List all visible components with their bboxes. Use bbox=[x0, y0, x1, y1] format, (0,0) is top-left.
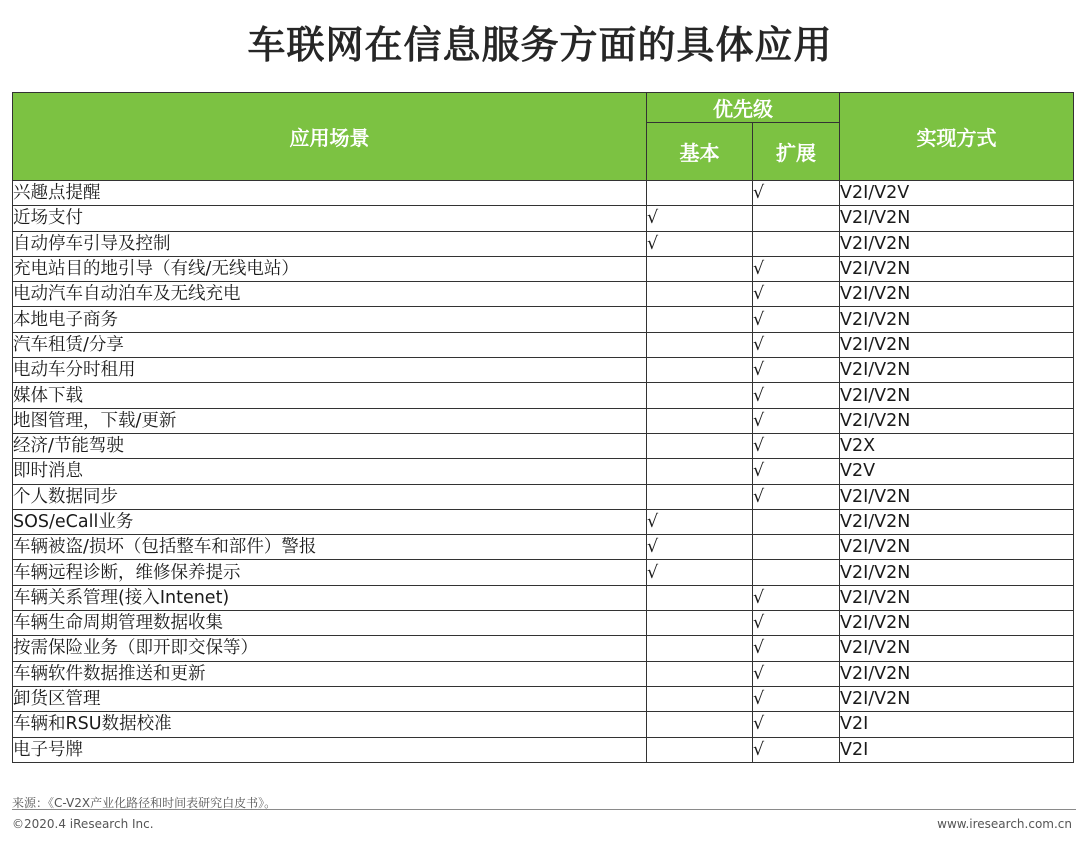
table-row bbox=[13, 181, 1074, 206]
header-basic: 基本 bbox=[647, 123, 753, 181]
table-row bbox=[13, 585, 1074, 610]
table-row bbox=[13, 433, 1074, 458]
scene-cell: 即时消息 bbox=[13, 459, 647, 484]
method-cell: V2I/V2N bbox=[840, 408, 1074, 433]
extended-priority-cell: √ bbox=[753, 181, 840, 206]
extended-priority-cell: √ bbox=[753, 737, 840, 762]
table-row bbox=[13, 737, 1074, 762]
method-cell: V2X bbox=[840, 433, 1074, 458]
table-row bbox=[13, 712, 1074, 737]
basic-priority-cell: √ bbox=[647, 206, 753, 231]
method-cell: V2I/V2N bbox=[840, 535, 1074, 560]
scene-cell: 自动停车引导及控制 bbox=[13, 231, 647, 256]
extended-priority-cell bbox=[753, 206, 840, 231]
scene-cell: SOS/eCall业务 bbox=[13, 509, 647, 534]
method-cell: V2I bbox=[840, 737, 1074, 762]
basic-priority-cell bbox=[647, 433, 753, 458]
scene-cell: 近场支付 bbox=[13, 206, 647, 231]
scene-cell: 汽车租赁/分享 bbox=[13, 332, 647, 357]
table-row bbox=[13, 459, 1074, 484]
method-cell: V2I/V2N bbox=[840, 661, 1074, 686]
method-cell: V2I/V2N bbox=[840, 383, 1074, 408]
table-row bbox=[13, 611, 1074, 636]
header-method: 实现方式 bbox=[840, 93, 1074, 181]
basic-priority-cell bbox=[647, 358, 753, 383]
extended-priority-cell: √ bbox=[753, 433, 840, 458]
method-cell: V2V bbox=[840, 459, 1074, 484]
extended-priority-cell: √ bbox=[753, 661, 840, 686]
basic-priority-cell bbox=[647, 585, 753, 610]
method-cell: V2I/V2N bbox=[840, 636, 1074, 661]
extended-priority-cell: √ bbox=[753, 611, 840, 636]
method-cell: V2I/V2N bbox=[840, 332, 1074, 357]
scene-cell: 个人数据同步 bbox=[13, 484, 647, 509]
method-cell: V2I/V2V bbox=[840, 181, 1074, 206]
basic-priority-cell bbox=[647, 636, 753, 661]
extended-priority-cell bbox=[753, 535, 840, 560]
basic-priority-cell bbox=[647, 408, 753, 433]
basic-priority-cell bbox=[647, 256, 753, 281]
basic-priority-cell: √ bbox=[647, 231, 753, 256]
method-cell: V2I/V2N bbox=[840, 282, 1074, 307]
scene-cell: 地图管理，下载/更新 bbox=[13, 408, 647, 433]
header-extended: 扩展 bbox=[753, 123, 840, 181]
extended-priority-cell: √ bbox=[753, 636, 840, 661]
header-scene: 应用场景 bbox=[13, 93, 647, 181]
basic-priority-cell bbox=[647, 737, 753, 762]
basic-priority-cell bbox=[647, 307, 753, 332]
scene-cell: 本地电子商务 bbox=[13, 307, 647, 332]
basic-priority-cell bbox=[647, 459, 753, 484]
method-cell: V2I/V2N bbox=[840, 358, 1074, 383]
extended-priority-cell: √ bbox=[753, 585, 840, 610]
method-cell: V2I/V2N bbox=[840, 256, 1074, 281]
basic-priority-cell: √ bbox=[647, 535, 753, 560]
extended-priority-cell: √ bbox=[753, 408, 840, 433]
extended-priority-cell bbox=[753, 231, 840, 256]
basic-priority-cell bbox=[647, 484, 753, 509]
extended-priority-cell: √ bbox=[753, 383, 840, 408]
extended-priority-cell: √ bbox=[753, 358, 840, 383]
basic-priority-cell bbox=[647, 712, 753, 737]
method-cell: V2I/V2N bbox=[840, 484, 1074, 509]
basic-priority-cell bbox=[647, 181, 753, 206]
method-cell: V2I/V2N bbox=[840, 585, 1074, 610]
table-row bbox=[13, 408, 1074, 433]
scene-cell: 电动汽车自动泊车及无线充电 bbox=[13, 282, 647, 307]
extended-priority-cell bbox=[753, 509, 840, 534]
header-priority: 优先级 bbox=[647, 93, 840, 123]
method-cell: V2I/V2N bbox=[840, 231, 1074, 256]
basic-priority-cell: √ bbox=[647, 509, 753, 534]
scene-cell: 车辆软件数据推送和更新 bbox=[13, 661, 647, 686]
basic-priority-cell bbox=[647, 282, 753, 307]
table-row bbox=[13, 332, 1074, 357]
scene-cell: 车辆关系管理(接入Intenet) bbox=[13, 585, 647, 610]
table-row bbox=[13, 560, 1074, 585]
method-cell: V2I/V2N bbox=[840, 206, 1074, 231]
page-title: 车联网在信息服务方面的具体应用 bbox=[247, 23, 833, 67]
applications-table bbox=[12, 92, 1074, 763]
method-cell: V2I/V2N bbox=[840, 307, 1074, 332]
basic-priority-cell bbox=[647, 611, 753, 636]
scene-cell: 电子号牌 bbox=[13, 737, 647, 762]
scene-cell: 电动车分时租用 bbox=[13, 358, 647, 383]
scene-cell: 兴趣点提醒 bbox=[13, 181, 647, 206]
extended-priority-cell: √ bbox=[753, 484, 840, 509]
scene-cell: 媒体下载 bbox=[13, 383, 647, 408]
scene-cell: 车辆远程诊断，维修保养提示 bbox=[13, 560, 647, 585]
method-cell: V2I/V2N bbox=[840, 611, 1074, 636]
extended-priority-cell bbox=[753, 560, 840, 585]
method-cell: V2I bbox=[840, 712, 1074, 737]
basic-priority-cell bbox=[647, 383, 753, 408]
scene-cell: 车辆生命周期管理数据收集 bbox=[13, 611, 647, 636]
website-url: www.iresearch.com.cn bbox=[937, 817, 1072, 831]
extended-priority-cell: √ bbox=[753, 307, 840, 332]
table-row bbox=[13, 535, 1074, 560]
extended-priority-cell: √ bbox=[753, 256, 840, 281]
table-row bbox=[13, 661, 1074, 686]
method-cell: V2I/V2N bbox=[840, 686, 1074, 711]
table-row bbox=[13, 256, 1074, 281]
footer-divider bbox=[12, 809, 1076, 810]
table-row bbox=[13, 307, 1074, 332]
basic-priority-cell bbox=[647, 661, 753, 686]
table-body bbox=[13, 181, 1074, 763]
basic-priority-cell: √ bbox=[647, 560, 753, 585]
extended-priority-cell: √ bbox=[753, 332, 840, 357]
source-note: 来源：《C-V2X产业化路径和时间表研究白皮书》。 bbox=[12, 796, 277, 810]
method-cell: V2I/V2N bbox=[840, 509, 1074, 534]
scene-cell: 按需保险业务（即开即交保等） bbox=[13, 636, 647, 661]
extended-priority-cell: √ bbox=[753, 686, 840, 711]
method-cell: V2I/V2N bbox=[840, 560, 1074, 585]
scene-cell: 车辆被盗/损坏（包括整车和部件）警报 bbox=[13, 535, 647, 560]
scene-cell: 充电站目的地引导（有线/无线电站） bbox=[13, 256, 647, 281]
table-row bbox=[13, 484, 1074, 509]
table-row bbox=[13, 206, 1074, 231]
basic-priority-cell bbox=[647, 332, 753, 357]
table-row bbox=[13, 282, 1074, 307]
copyright: ©2020.4 iResearch Inc. bbox=[12, 817, 154, 831]
table-row bbox=[13, 509, 1074, 534]
extended-priority-cell: √ bbox=[753, 282, 840, 307]
scene-cell: 车辆和RSU数据校准 bbox=[13, 712, 647, 737]
table-row bbox=[13, 636, 1074, 661]
table-row bbox=[13, 358, 1074, 383]
extended-priority-cell: √ bbox=[753, 712, 840, 737]
scene-cell: 经济/节能驾驶 bbox=[13, 433, 647, 458]
table-row bbox=[13, 686, 1074, 711]
extended-priority-cell: √ bbox=[753, 459, 840, 484]
table-row bbox=[13, 231, 1074, 256]
table-row bbox=[13, 383, 1074, 408]
scene-cell: 卸货区管理 bbox=[13, 686, 647, 711]
basic-priority-cell bbox=[647, 686, 753, 711]
